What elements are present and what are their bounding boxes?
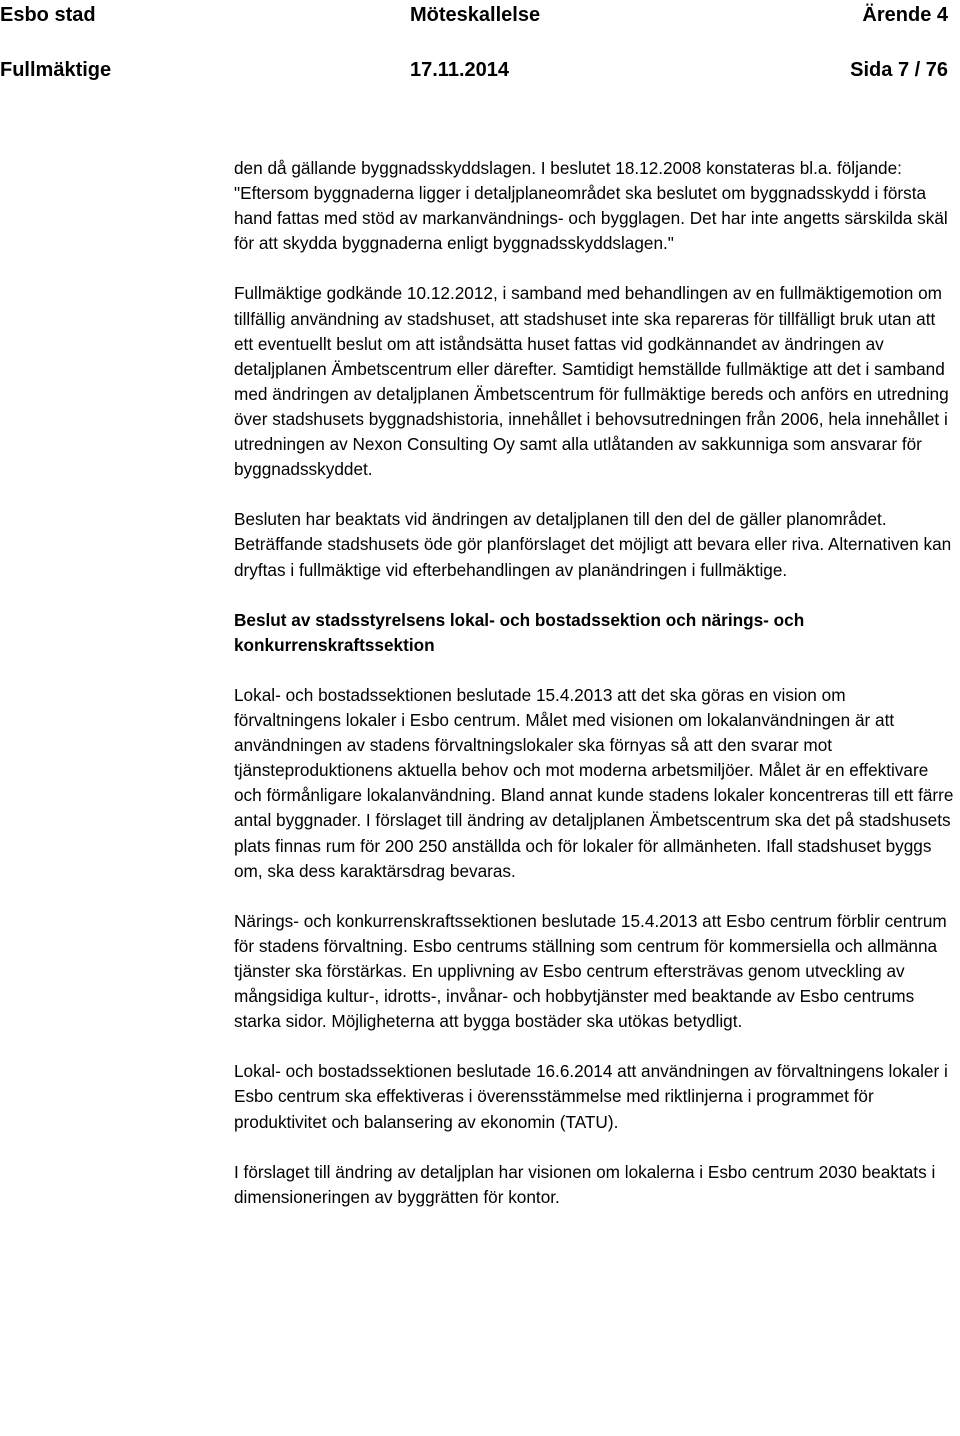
page-number: Sida 7 / 76: [850, 59, 948, 81]
document-type: Möteskallelse: [410, 4, 541, 26]
paragraph-council-decision: Fullmäktige godkände 10.12.2012, i samband med behandlingen av en fullmäktigemotion om tillfällig användning av stadshuset, att stadshuset inte ska repareras för tillfälligt bruk utan att ett eventuellt beslut om att iståndsätta huset fattas vid godkännandet av ändringen av detaljplanen Ämbetscentrum eller därefter. Samtidigt hemställde fullmäktige att det i samband med ändringen av detaljplanen Ämbetscentrum för fullmäktige bereds och anförs en utredning över stadshusets byggnadshistoria, innehållet i behovsutredningen från 2006, hela innehållet i utredningen av Nexon Consulting Oy samt alla utlåtanden av sakkunniga som ansvarar för byggnadsskyddet.: [234, 283, 949, 480]
meeting-date: 17.11.2014: [410, 59, 509, 81]
agenda-item: Ärende 4: [862, 4, 948, 26]
meeting-body: Fullmäktige: [0, 59, 112, 81]
organization-name: Esbo stad: [0, 4, 96, 26]
header-row-2: [0, 57, 960, 84]
section-heading: Beslut av stadsstyrelsens lokal- och bostadssektion och närings- och konkurrenskraftssektion: [234, 609, 805, 655]
paragraph-competitiveness-section: Närings- och konkurrenskraftssektionen beslutade 15.4.2013 att Esbo centrum förblir centrum för stadens förvaltning. Esbo centrums ställning som centrum för kommersiella och allmänna tjänster ska förstärkas. En upplivning av Esbo centrum eftersträvas genom utveckling av mångsidiga kultur-, idrotts-, invånar- och hobbytjänster med beaktande av Esbo centrums starka sidor. Möjligheterna att bygga bostäder ska utökas betydligt.: [234, 910, 947, 1032]
paragraph-premises-section-2013: Lokal- och bostadssektionen beslutade 15.4.2013 att det ska göras en vision om förvaltningens lokaler i Esbo centrum. Målet med visionen om lokalanvändningen är att användningen av stadens förvaltningslokaler ska förnyas så att den svarar mot tjänsteproduktionens aktuella behov och mot moderna arbetsmiljöer. Målet är en effektivare och förmånligare lokalanvändning. Bland annat kunde stadens lokaler koncentreras till ett färre antal byggnader. I förslaget till ändring av detaljplanen Ämbetscentrum ska det på stadshusets plats finnas rum för 200 250 anställda och för lokaler för allmänheten. Ifall stadshuset byggs om, ska dess karaktärsdrag bevaras.: [234, 684, 954, 881]
paragraph-vision-2030: I förslaget till ändring av detaljplan har visionen om lokalerna i Esbo centrum 2030 beaktats i dimensioneringen av byggrätten för kontor.: [234, 1161, 936, 1207]
header-row-1: [0, 2, 960, 29]
paragraph-decisions-considered: Besluten har beaktats vid ändringen av detaljplanen till den del de gäller planområdet. Beträffande stadshusets öde gör planförslaget det möjligt att bevara eller riva. Alternativen kan dryftas i fullmäktige vid efterbehandlingen av planändringen i fullmäktige.: [234, 509, 952, 580]
paragraph-continuation: den då gällande byggnadsskyddslagen. I beslutet 18.12.2008 konstateras bl.a. följande: "Eftersom byggnaderna ligger i detaljplaneområdet ska beslutet om byggnadsskydd i första hand fattas med stöd av markanvändnings- och bygglagen. Det har inte angetts särskilda skäl för att skydda byggnaderna enligt byggnadsskyddslagen.": [234, 158, 948, 254]
paragraph-premises-section-2014: Lokal- och bostadssektionen beslutade 16.6.2014 att användningen av förvaltningens lokaler i Esbo centrum ska effektiveras i överensstämmelse med riktlinjerna i programmet för produktivitet och balansering av ekonomin (TATU).: [234, 1061, 948, 1132]
document-body: [234, 156, 956, 1210]
